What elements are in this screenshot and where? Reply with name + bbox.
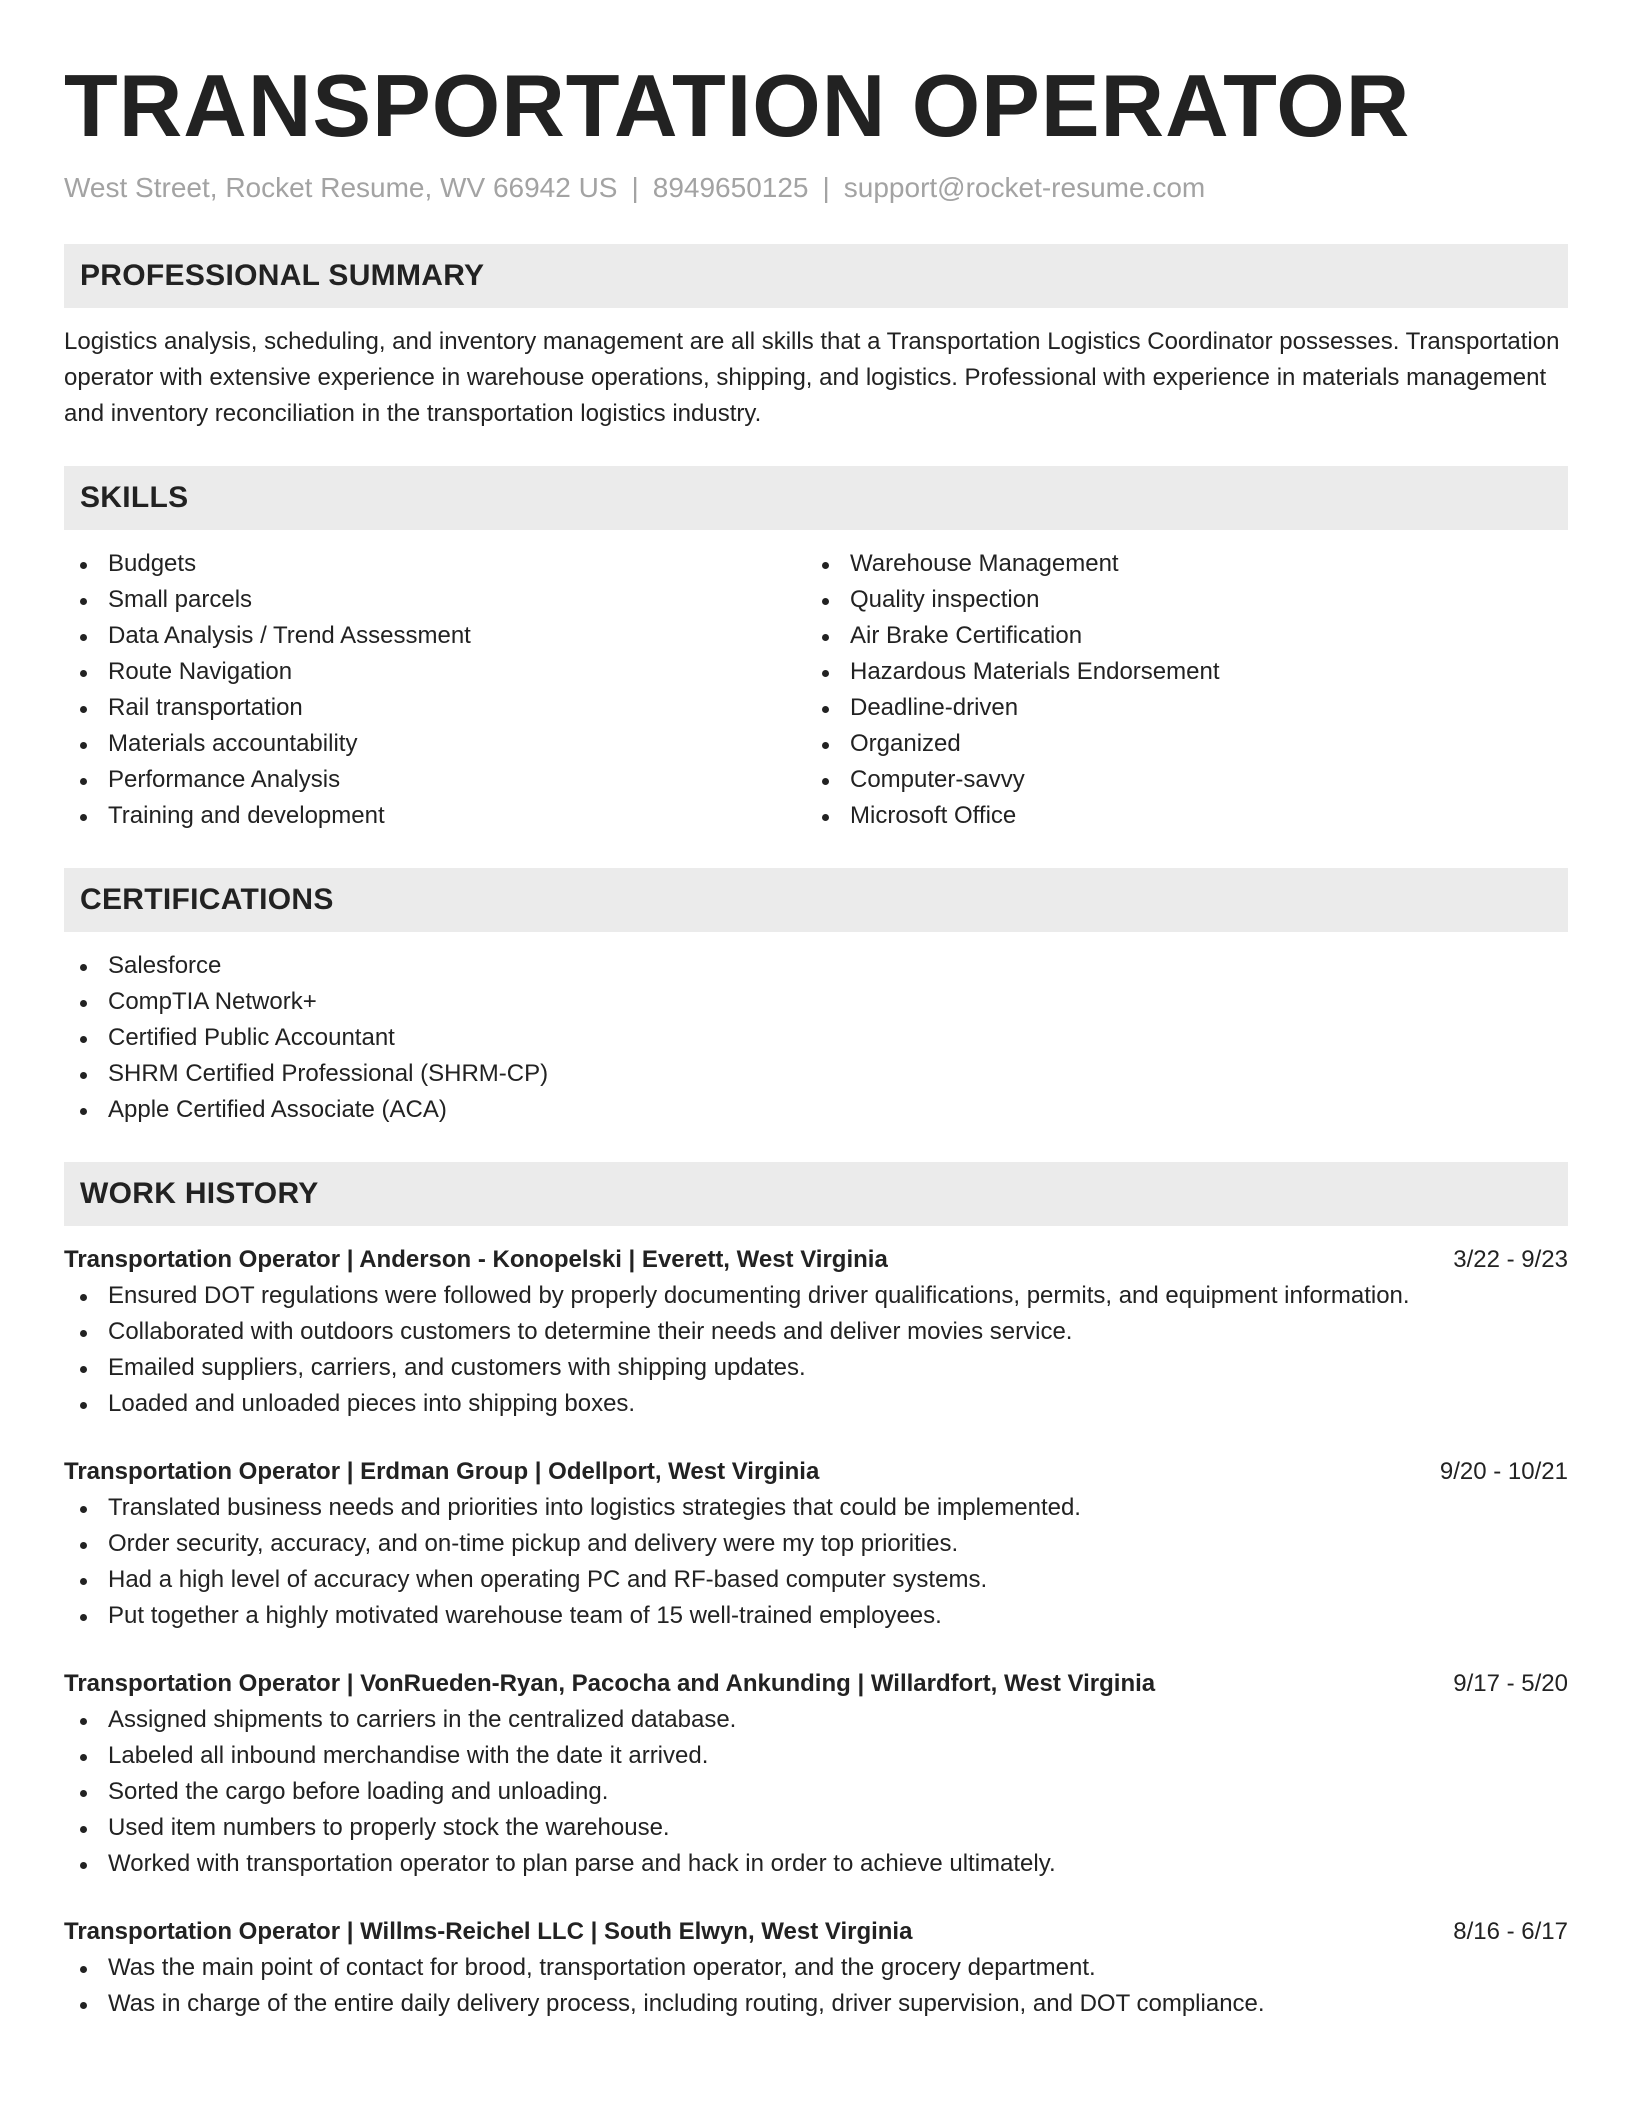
skill-item: Route Navigation [64, 654, 806, 690]
job-bullet: Loaded and unloaded pieces into shipping boxes. [64, 1386, 1568, 1422]
skill-item: Rail transportation [64, 690, 806, 726]
job-bullet: Labeled all inbound merchandise with the date it arrived. [64, 1738, 1568, 1774]
certification-item: SHRM Certified Professional (SHRM-CP) [64, 1056, 1568, 1092]
skills-columns [64, 546, 1568, 834]
skills-list-right [806, 546, 1548, 834]
job-dates: 9/17 - 5/20 [1453, 1670, 1568, 1697]
job-bullet-list [64, 1490, 1568, 1634]
skill-item: Air Brake Certification [806, 618, 1548, 654]
skill-item: Materials accountability [64, 726, 806, 762]
job-entry [64, 1454, 1568, 1634]
certification-item: Apple Certified Associate (ACA) [64, 1092, 1568, 1128]
resume-page [64, 58, 1568, 2022]
skills-list-left [64, 546, 806, 834]
certifications-list [64, 948, 1568, 1128]
job-bullet: Was in charge of the entire daily delivery process, including routing, driver supervision, and DOT compliance. [64, 1986, 1568, 2022]
job-dates: 3/22 - 9/23 [1453, 1246, 1568, 1273]
job-bullet-list [64, 1702, 1568, 1882]
job-bullet: Had a high level of accuracy when operating PC and RF-based computer systems. [64, 1562, 1568, 1598]
certification-item: Salesforce [64, 948, 1568, 984]
job-bullet: Was the main point of contact for brood, transportation operator, and the grocery department. [64, 1950, 1568, 1986]
job-dates: 9/20 - 10/21 [1439, 1458, 1568, 1485]
certification-item: Certified Public Accountant [64, 1020, 1568, 1056]
section-heading-certifications: CERTIFICATIONS [64, 868, 1568, 932]
contact-separator: | [631, 172, 639, 203]
job-entry [64, 1914, 1568, 2022]
section-heading-skills: SKILLS [64, 466, 1568, 530]
job-title: Transportation Operator | Erdman Group | Odellport, West Virginia [64, 1458, 820, 1485]
job-bullet: Assigned shipments to carriers in the centralized database. [64, 1702, 1568, 1738]
job-entry [64, 1666, 1568, 1882]
resume-name: TRANSPORTATION OPERATOR [64, 56, 1411, 155]
skill-item: Budgets [64, 546, 806, 582]
skill-item: Deadline-driven [806, 690, 1548, 726]
skill-item: Computer-savvy [806, 762, 1548, 798]
job-title: Transportation Operator | Willms-Reichel LLC | South Elwyn, West Virginia [64, 1918, 913, 1945]
job-bullet: Translated business needs and priorities into logistics strategies that could be implemented. [64, 1490, 1568, 1526]
job-bullet: Ensured DOT regulations were followed by properly documenting driver qualifications, permits, and equipment information. [64, 1278, 1568, 1314]
job-bullet: Collaborated with outdoors customers to determine their needs and deliver movies service. [64, 1314, 1568, 1350]
skill-item: Hazardous Materials Endorsement [806, 654, 1548, 690]
section-heading-summary: PROFESSIONAL SUMMARY [64, 244, 1568, 308]
job-bullet-list [64, 1278, 1568, 1422]
job-bullet: Used item numbers to properly stock the warehouse. [64, 1810, 1568, 1846]
job-bullet: Emailed suppliers, carriers, and customers with shipping updates. [64, 1350, 1568, 1386]
job-dates: 8/16 - 6/17 [1453, 1918, 1568, 1945]
skill-item: Warehouse Management [806, 546, 1548, 582]
section-heading-work-history: WORK HISTORY [64, 1162, 1568, 1226]
contact-email[interactable]: support@rocket-resume.com [843, 172, 1206, 203]
skill-item: Microsoft Office [806, 798, 1548, 834]
certification-item: CompTIA Network+ [64, 984, 1568, 1020]
skill-item: Quality inspection [806, 582, 1548, 618]
job-bullet: Put together a highly motivated warehouse team of 15 well-trained employees. [64, 1598, 1568, 1634]
job-title: Transportation Operator | VonRueden-Ryan, Pacocha and Ankunding | Willardfort, West Virginia [64, 1670, 1156, 1697]
skill-item: Small parcels [64, 582, 806, 618]
skill-item: Training and development [64, 798, 806, 834]
skill-item: Performance Analysis [64, 762, 806, 798]
skill-item: Organized [806, 726, 1548, 762]
job-bullet: Order security, accuracy, and on-time pickup and delivery were my top priorities. [64, 1526, 1568, 1562]
contact-address: West Street, Rocket Resume, WV 66942 US [64, 172, 618, 203]
summary-text: Logistics analysis, scheduling, and inventory management are all skills that a Transportation Logistics Coordinator possesses. Transportation operator with extensive experience in warehouse operations, shipping, and logistics. Professional with experience in materials management and inventory reconciliation in the transportation logistics industry. [64, 328, 1560, 427]
job-bullet-list [64, 1950, 1568, 2022]
job-bullet: Sorted the cargo before loading and unloading. [64, 1774, 1568, 1810]
job-header [64, 1666, 1568, 1702]
job-header [64, 1914, 1568, 1950]
job-header [64, 1242, 1568, 1278]
contact-separator: | [822, 172, 830, 203]
contact-phone: 8949650125 [652, 172, 809, 203]
job-header [64, 1454, 1568, 1490]
skill-item: Data Analysis / Trend Assessment [64, 618, 806, 654]
job-entry [64, 1242, 1568, 1422]
contact-line [64, 170, 1568, 206]
job-bullet: Worked with transportation operator to plan parse and hack in order to achieve ultimately. [64, 1846, 1568, 1882]
job-title: Transportation Operator | Anderson - Konopelski | Everett, West Virginia [64, 1246, 888, 1273]
